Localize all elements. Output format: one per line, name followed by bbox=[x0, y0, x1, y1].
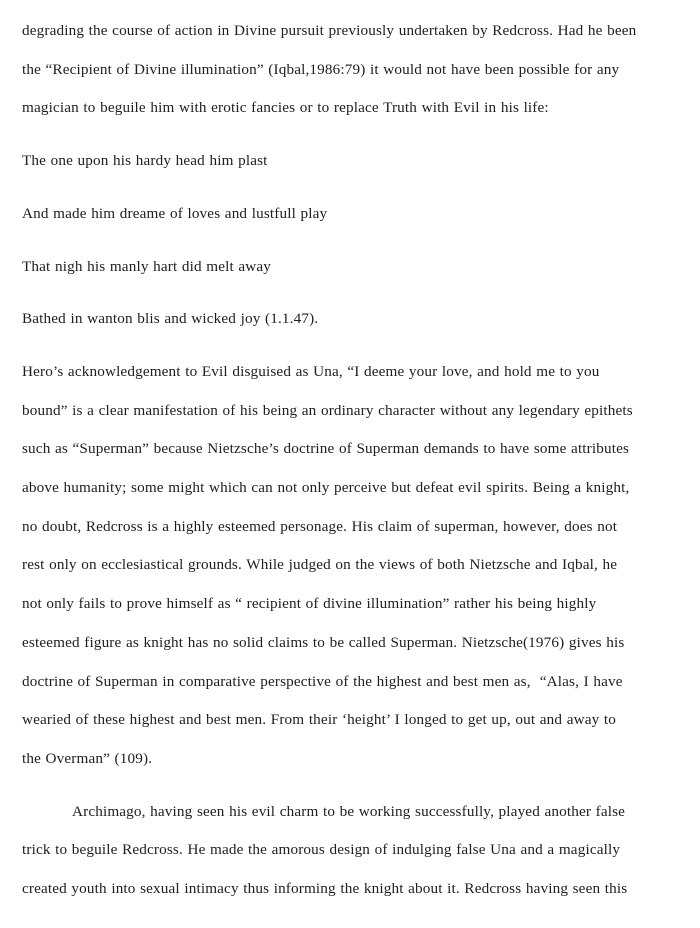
verse-line bbox=[22, 142, 684, 181]
text-line: bound” is a clear manifestation of his being an ordinary character without any legendary epithets bbox=[22, 401, 633, 419]
text-line: Archimago, having seen his evil charm to be working successfully, played another false bbox=[72, 802, 626, 820]
paragraph bbox=[22, 353, 684, 779]
text-line: rest only on ecclesiastical grounds. While judged on the views of both Nietzsche and Iqbal, he bbox=[22, 556, 618, 574]
text-line: above humanity; some might which can not only perceive but defeat evil spirits. Being a knight, bbox=[22, 479, 630, 497]
text-line: That nigh his manly hart did melt away bbox=[22, 257, 272, 275]
text-line: the Overman” (109). bbox=[22, 749, 153, 767]
text-line: Hero’s acknowledgement to Evil disguised as Una, “I deeme your love, and hold me to you bbox=[22, 362, 600, 380]
text-line: magician to beguile him with erotic fancies or to replace Truth with Evil in his life: bbox=[22, 99, 549, 117]
text-line: The one upon his hardy head him plast bbox=[22, 152, 268, 170]
text-line: created youth into sexual intimacy thus informing the knight about it. Redcross having seen this bbox=[22, 880, 628, 898]
text-line: not only fails to prove himself as “ recipient of divine illumination” rather his being highly bbox=[22, 595, 597, 613]
text-line: doctrine of Superman in comparative perspective of the highest and best men as, “Alas, I have bbox=[22, 672, 623, 690]
paragraph bbox=[22, 12, 684, 128]
text-line: Bathed in wanton blis and wicked joy (1.1.47). bbox=[22, 310, 319, 328]
verse-line bbox=[22, 195, 684, 234]
text-line: no doubt, Redcross is a highly esteemed personage. His claim of superman, however, does not bbox=[22, 517, 618, 535]
verse-line bbox=[22, 300, 684, 339]
text-line: such as “Superman” because Nietzsche’s doctrine of Superman demands to have some attributes bbox=[22, 440, 630, 458]
verse-line bbox=[22, 248, 684, 287]
text-line: wearied of these highest and best men. From their ‘height’ I longed to get up, out and away to bbox=[22, 711, 616, 729]
text-line: degrading the course of action in Divine pursuit previously undertaken by Redcross. Had he been bbox=[22, 22, 637, 39]
text-line: esteemed figure as knight has no solid claims to be called Superman. Nietzsche(1976) gives his bbox=[22, 633, 625, 651]
text-line: And made him dreame of loves and lustfull play bbox=[22, 204, 328, 222]
text-line: trick to beguile Redcross. He made the amorous design of indulging false Una and a magically bbox=[22, 841, 621, 859]
paragraph bbox=[22, 793, 684, 909]
text-line: the “Recipient of Divine illumination” (Iqbal,1986:79) it would not have been possible for any bbox=[22, 60, 620, 78]
